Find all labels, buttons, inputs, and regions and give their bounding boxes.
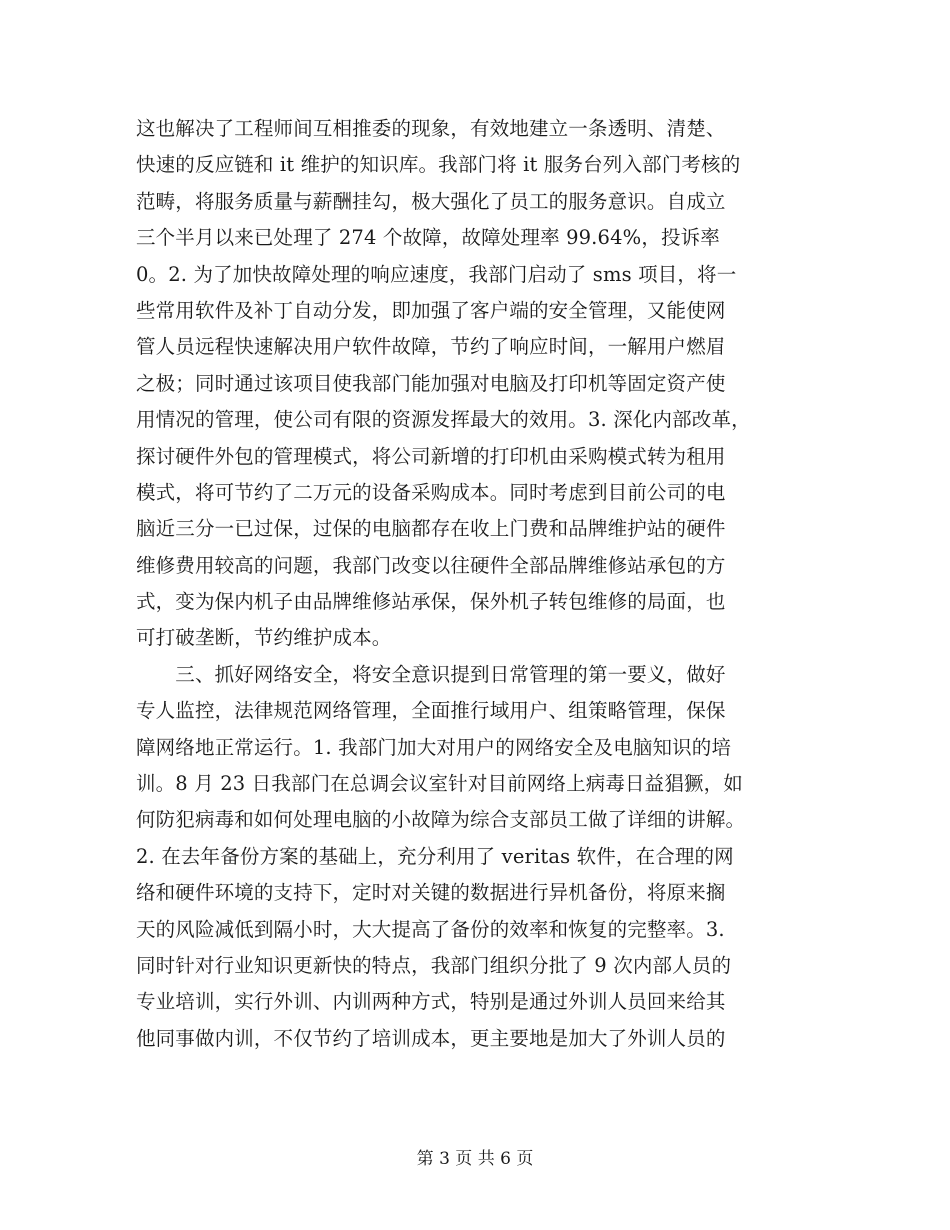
text-line: 用情况的管理，使公司有限的资源发挥最大的效用。3. 深化内部改革， xyxy=(136,408,751,432)
text-line: 天的风险减低到隔小时，大大提高了备份的效率和恢复的完整率。3. xyxy=(136,917,725,941)
text-line: 他同事做内训，不仅节约了培训成本，更主要地是加大了外训人员的 xyxy=(136,1026,726,1050)
text-line: 2. 在去年备份方案的基础上，充分利用了 veritas 软件，在合理的网 xyxy=(136,844,734,868)
text-line: 专业培训，实行外训、内训两种方式，特别是通过外训人员回来给其 xyxy=(136,990,726,1014)
text-line: 0。2. 为了加快故障处理的响应速度，我部门启动了 sms 项目，将一 xyxy=(136,262,737,286)
text-line: 训。8 月 23 日我部门在总调会议室针对目前网络上病毒日益猖獗，如 xyxy=(136,772,743,796)
text-line: 快速的反应链和 it 维护的知识库。我部门将 it 服务台列入部门考核的 xyxy=(136,153,741,177)
page-number-footer: 第 3 页 共 6 页 xyxy=(416,1149,534,1169)
text-line: 络和硬件环境的支持下，定时对关键的数据进行异机备份，将原来搁 xyxy=(136,881,726,905)
text-line: 这也解决了工程师间互相推委的现象，有效地建立一条透明、清楚、 xyxy=(136,117,726,140)
text-line: 之极；同时通过该项目使我部门能加强对电脑及打印机等固定资产使 xyxy=(136,371,726,395)
text-line: 些常用软件及补丁自动分发，即加强了客户端的安全管理，又能使网 xyxy=(136,298,726,322)
text-line: 可打破垄断，节约维护成本。 xyxy=(136,626,392,650)
text-line: 何防犯病毒和如何处理电脑的小故障为综合支部员工做了详细的讲解。 xyxy=(136,808,746,832)
text-line: 式，变为保内机子由品牌维修站承保，保外机子转包维修的局面，也 xyxy=(136,590,726,614)
text-line: 三个半月以来已处理了 274 个故障，故障处理率 99.64%，投诉率 xyxy=(136,226,720,250)
text-line: 同时针对行业知识更新快的特点，我部门组织分批了 9 次内部人员的 xyxy=(136,953,732,977)
text-line: 模式，将可节约了二万元的设备采购成本。同时考虑到目前公司的电 xyxy=(136,480,726,504)
text-line: 探讨硬件外包的管理模式，将公司新增的打印机由采购模式转为租用 xyxy=(136,444,726,468)
text-line: 维修费用较高的问题，我部门改变以往硬件全部品牌维修站承包的方 xyxy=(136,553,726,577)
text-line: 范畴，将服务质量与薪酬挂勾，极大强化了员工的服务意识。自成立 xyxy=(136,189,726,213)
text-line: 管人员远程快速解决用户软件故障，节约了响应时间，一解用户燃眉 xyxy=(136,335,726,359)
text-line: 障网络地正常运行。1. 我部门加大对用户的网络安全及电脑知识的培 xyxy=(136,735,732,759)
text-line: 脑近三分一已过保，过保的电脑都存在收上门费和品牌维护站的硬件 xyxy=(136,517,726,541)
body-text xyxy=(136,111,826,1057)
paragraph-start-line: 三、抓好网络安全，将安全意识提到日常管理的第一要义，做好 xyxy=(136,662,726,686)
text-line: 专人监控，法律规范网络管理，全面推行域用户、组策略管理，保保 xyxy=(136,699,726,723)
